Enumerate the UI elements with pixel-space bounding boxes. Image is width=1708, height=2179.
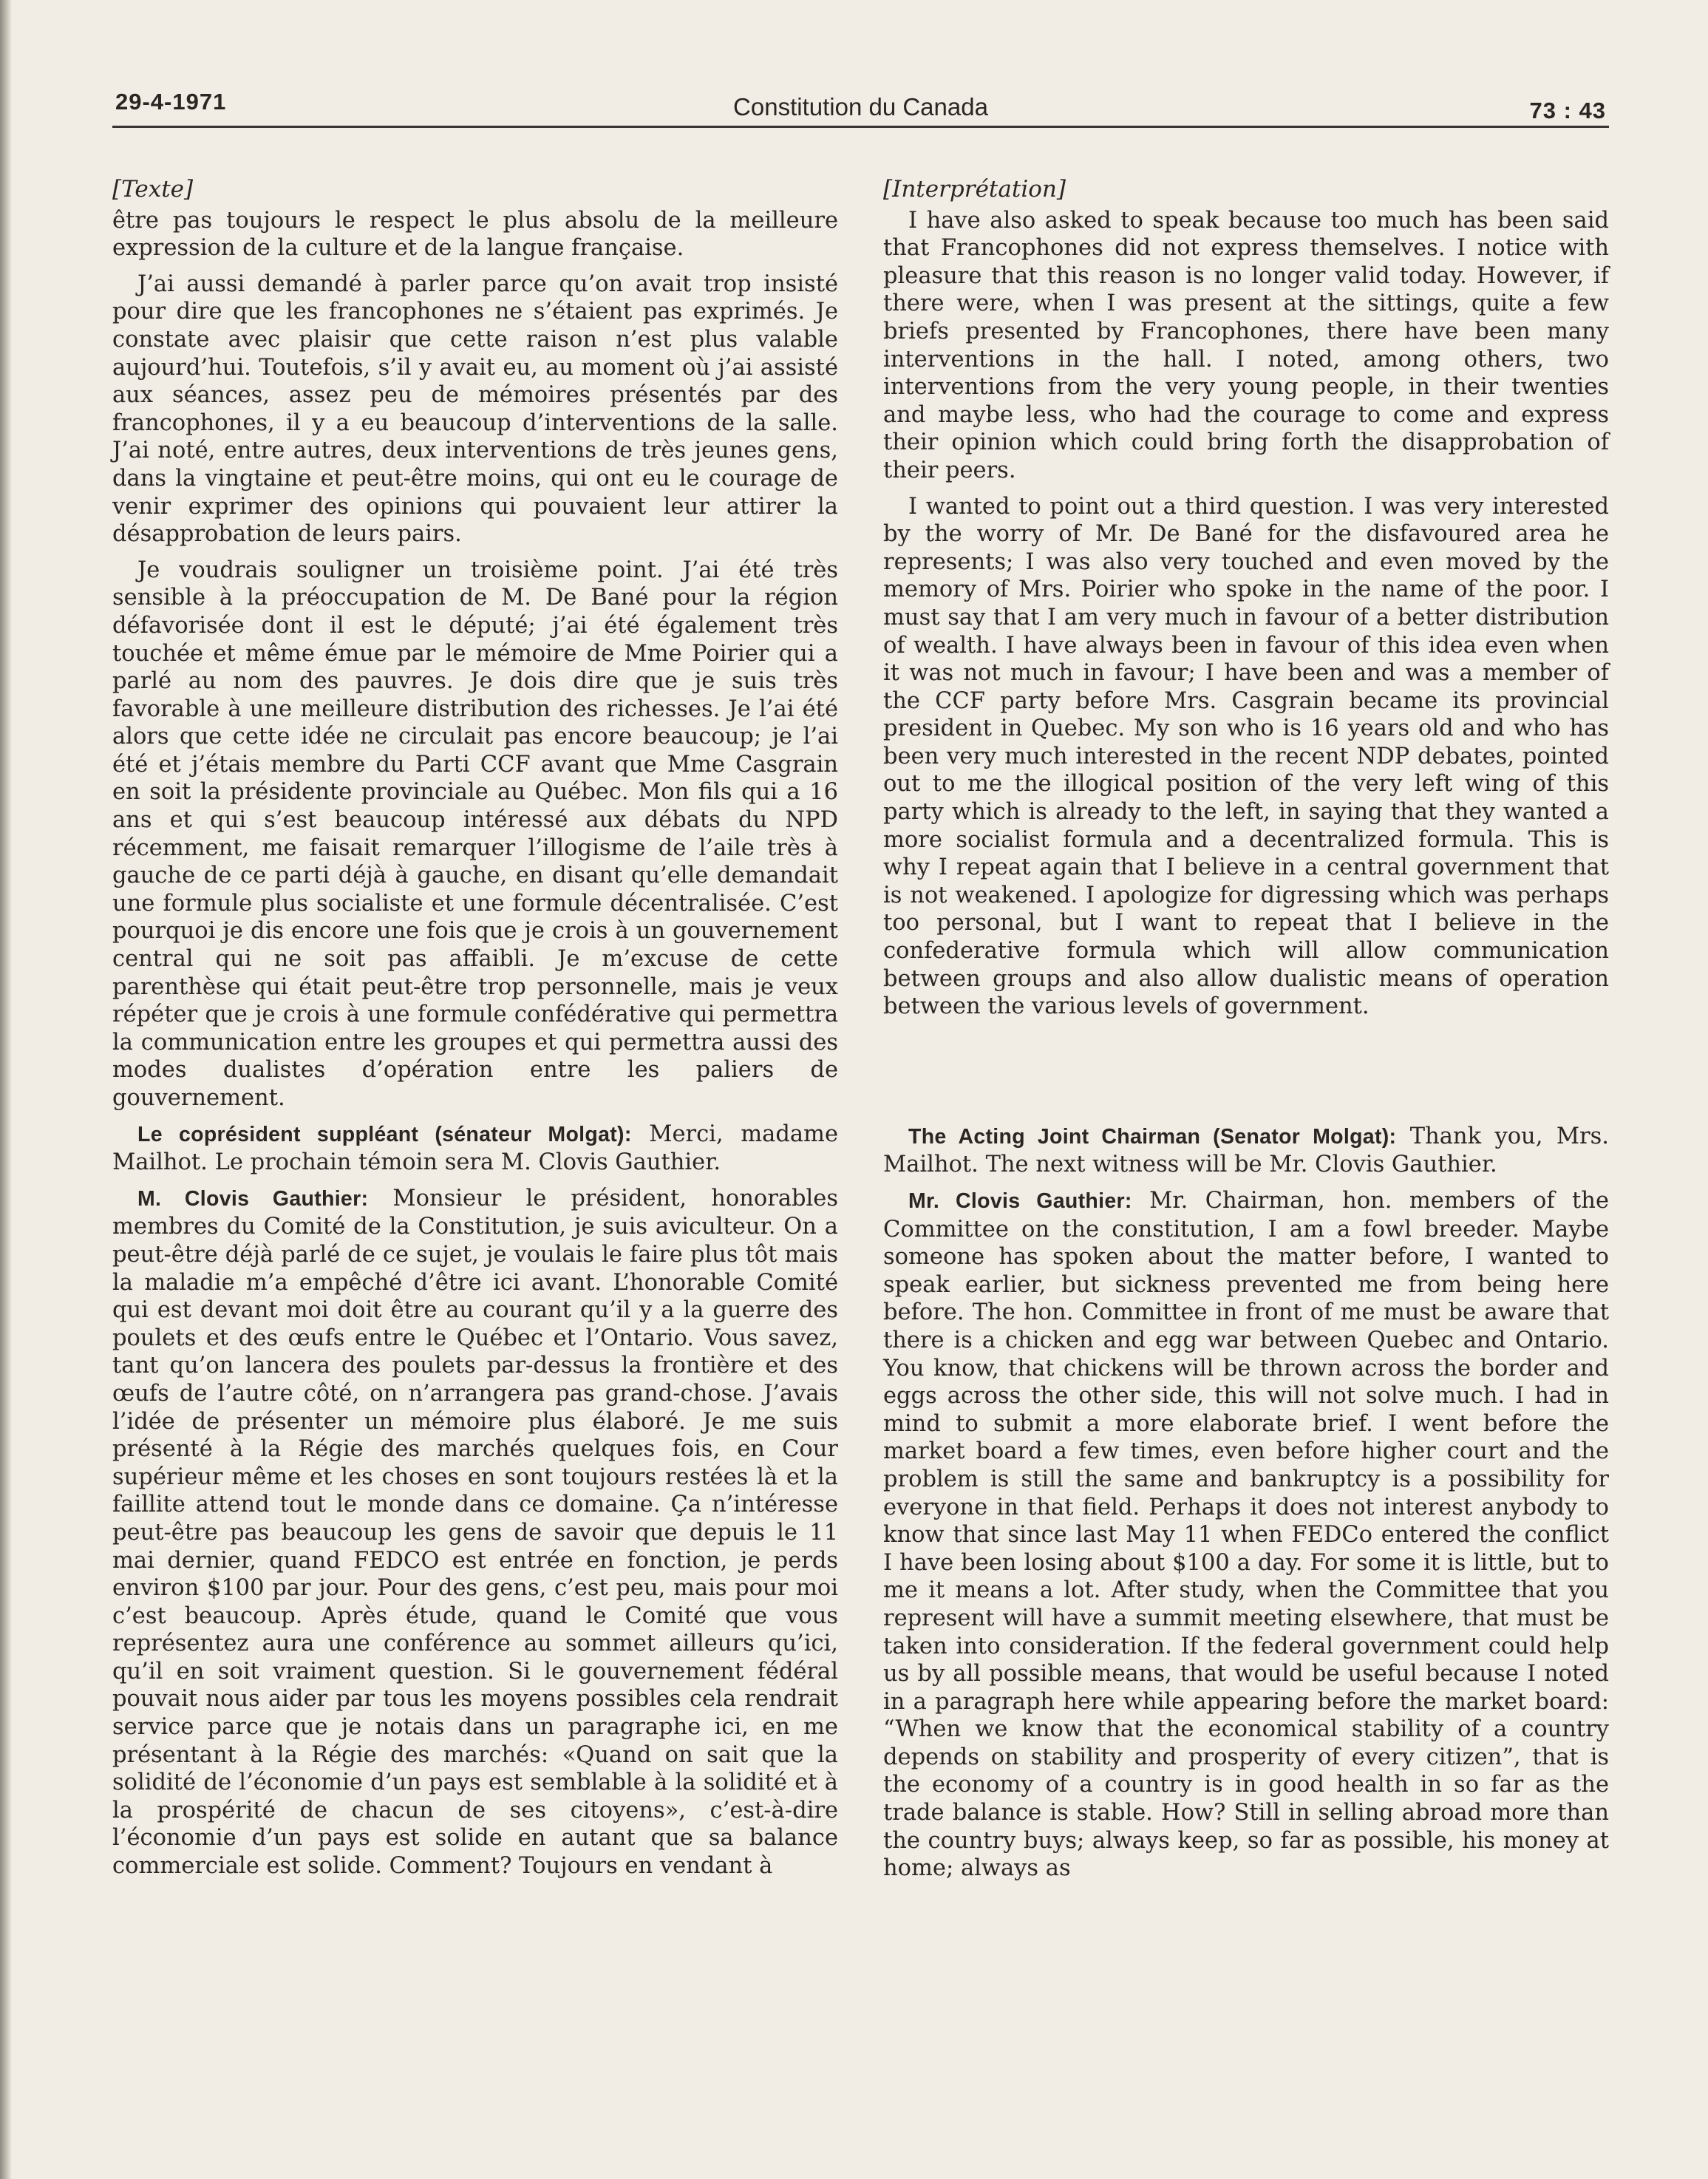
section-tag: [Texte] [112,176,194,203]
right-column-english [883,176,1609,1891]
document-page [112,87,1609,2142]
header-title: Constitution du Canada [733,93,988,120]
paragraph: I have also asked to speak because too much has been said that Francophones did not express themselves. I notice with pleasure that this reason is no longer valid today. However, if there were, when I was present at the sittings, quite a few briefs presented by Francophones, there have been many interventions in the hall. I noted, among others, two interventions from the very young people, in their twenties and maybe less, who had the courage to come and express their opinion which could bring forth the disapprobation of their peers. [883,207,1609,483]
speaker-text: Merci, madame Mailhot. Le prochain témoin sera M. Clovis Gauthier. [112,1121,838,1176]
speaker-text: Monsieur le président, honorables membres du Comité de la Constitution, je suis aviculteur. On a peut-être déjà parlé de ce sujet, je voulais le faire plus tôt mais la maladie m’a empêché d’être ici avant. L’honorable Comité qui est devant moi doit être au courant qu’il y a la guerre des poulets et des œufs entre le Québec et l’Ontario. Vous savez, tant qu’on lancera des poulets par-dessus la frontière et des œufs de l’autre côté, on n’arrangera pas grand-chose. J’avais l’idée de présenter un mémoire plus élaboré. Je me suis présenté à la Régie des marchés quelques fois, en Cour supérieur même et les choses en sont toujours restées là et la faillite attend tout le monde dans ce domaine. Ça n’intéresse peut-être pas beaucoup les gens de savoir que depuis le 11 mai dernier, quand FEDCO est entrée en fonction, je perds environ $100 par jour. Pour des gens, c’est peu, mais pour moi c’est beaucoup. Après étude, quand le Comité que vous représentez aura une conférence au sommet ailleurs qu’ici, qu’il en soit vraiment question. Si le gouvernement fédéral pouvait nous aider par tous les moyens possibles cela rendrait service parce que je notais dans un paragraphe ici, en me présentant à la Régie des marchés: «Quand on sait que la solidité de l’économie d’un pays est semblable à la solidité et à la prospérité de chacun de ses citoyens», c’est-à-dire l’économie d’un pays est solide en autant que sa balance commerciale est solide. Comment? Toujours en vendant à [112,1185,838,1880]
paragraph: Je voudrais souligner un troisième point. J’ai été très sensible à la préoccupation de M. De Bané pour la région défavorisée dont il est le député; j’ai été également très touchée et même émue par le mémoire de Mme Poirier qui a parlé au nom des pauvres. Je dois dire que je suis très favorable à une meilleure distribution des richesses. Je l’ai été alors que cette idée ne circulait pas encore beaucoup; je l’ai été et j’étais membre du Parti CCF avant que Mme Casgrain en soit la présidente provinciale au Québec. Mon fils qui a 16 ans et qui s’est beaucoup intéressé aux débats du NPD récemment, me faisait remarquer l’illogisme de l’aile très à gauche de ce parti déjà à gauche, en disant qu’elle demandait une formule plus socialiste et une formule décentralisée. C’est pourquoi je dis encore une fois que je crois à un gouvernement central qui ne soit pas affaibli. Je m’excuse de cette parenthèse qui était peut-être trop personnelle, mais je veux répéter que je crois à une formule confédérative qui permettra la communication entre les groupes et qui permettra aussi des modes dualistes d’opération entre les paliers de gouvernement. [112,557,838,1111]
speaker-name: Le coprésident suppléant (sénateur Molgat): [137,1122,632,1146]
page-binding-edge [0,0,12,2179]
speaker-paragraph [112,1121,838,1177]
speaker-name: The Acting Joint Chairman (Senator Molgat): [908,1124,1397,1149]
speaker-text: Mr. Chairman, hon. members of the Committee on the constitution, I am a fowl breeder. Maybe someone has spoken about the matter before, I wanted to speak earlier, but sickness prevented me from being here before. The hon. Committee in front of me must be aware that there is a chicken and egg war between Quebec and Ontario. You know, that chickens will be thrown across the border and eggs across the other side, this will not solve much. I had in mind to submit a more elaborate brief. I went before the market board a few times, even before higher court and the problem is still the same and bankruptcy is a possibility for everyone in that field. Perhaps it does not interest anybody to know that since last May 11 when FEDCo entered the conflict I have been losing about $100 a day. For some it is little, but to me it means a lot. After study, when the Committee that you represent will have a summit meeting elsewhere, that must be taken into consideration. If the federal government could help us by all possible means, that would be useful because I noted in a paragraph here while appearing before the market board: “When we know that the economical stability of a country depends on stability and prosperity of every citizen”, that is the economy of a country is in good health in so far as the trade balance is stable. How? Still in selling abroad more than the country buys; always keep, so far as possible, his money at home; always as [883,1188,1609,1882]
speaker-name: M. Clovis Gauthier: [137,1186,369,1211]
paragraph: I wanted to point out a third question. I was very interested by the worry of Mr. De Bané for the disfavoured area he represents; I was also very touched and even moved by the memory of Mrs. Poirier who spoke in the name of the poor. I must say that I am very much in favour of a better distribution of wealth. I have always been in favour of this idea even when it was not much in favour; I have been and was a member of the CCF party before Mrs. Casgrain became its provincial president in Quebec. My son who is 16 years old and who has been very much interested in the recent NDP debates, pointed out to me the illogical position of the very left wing of this party which is already to the left, in saying that they wanted a more socialist formula and a decentralized formula. This is why I repeat again that I believe in a central government that is not weakened. I apologize for digressing which was perhaps too personal, but I want to repeat that I believe in the confederative formula which will allow communication between groups and also allow dualistic means of operation between the various levels of government. [883,493,1609,1020]
left-column-french [112,176,838,1889]
column-spacer [883,1029,1609,1123]
page-header [112,87,1609,128]
speaker-paragraph [883,1123,1609,1179]
paragraph: J’ai aussi demandé à parler parce qu’on avait trop insisté pour dire que les francophones ne s’étaient pas exprimés. Je constate avec plaisir que cette raison n’est plus valable aujourd’hui. Toutefois, s’il y avait eu, au moment où j’ai assisté aux séances, assez peu de mémoires présentés par des francophones, il y a eu beaucoup d’interventions de la salle. J’ai noté, entre autres, deux interventions de très jeunes gens, dans la vingtaine et peut-être moins, qui ont eu le courage de venir exprimer des opinions qui pouvaient leur attirer la désapprobation de leurs pairs. [112,271,838,548]
speaker-name: Mr. Clovis Gauthier: [908,1189,1132,1213]
header-date: 29-4-1971 [115,89,227,115]
speaker-paragraph [883,1187,1609,1883]
section-tag: [Interprétation] [883,176,1066,203]
speaker-text: Thank you, Mrs. Mailhot. The next witness will be Mr. Clovis Gauthier. [883,1123,1609,1178]
speaker-paragraph [112,1185,838,1880]
header-page-number: 73 : 43 [1529,98,1606,123]
paragraph: être pas toujours le respect le plus absolu de la meilleure expression de la culture et de la langue française. [112,207,838,262]
